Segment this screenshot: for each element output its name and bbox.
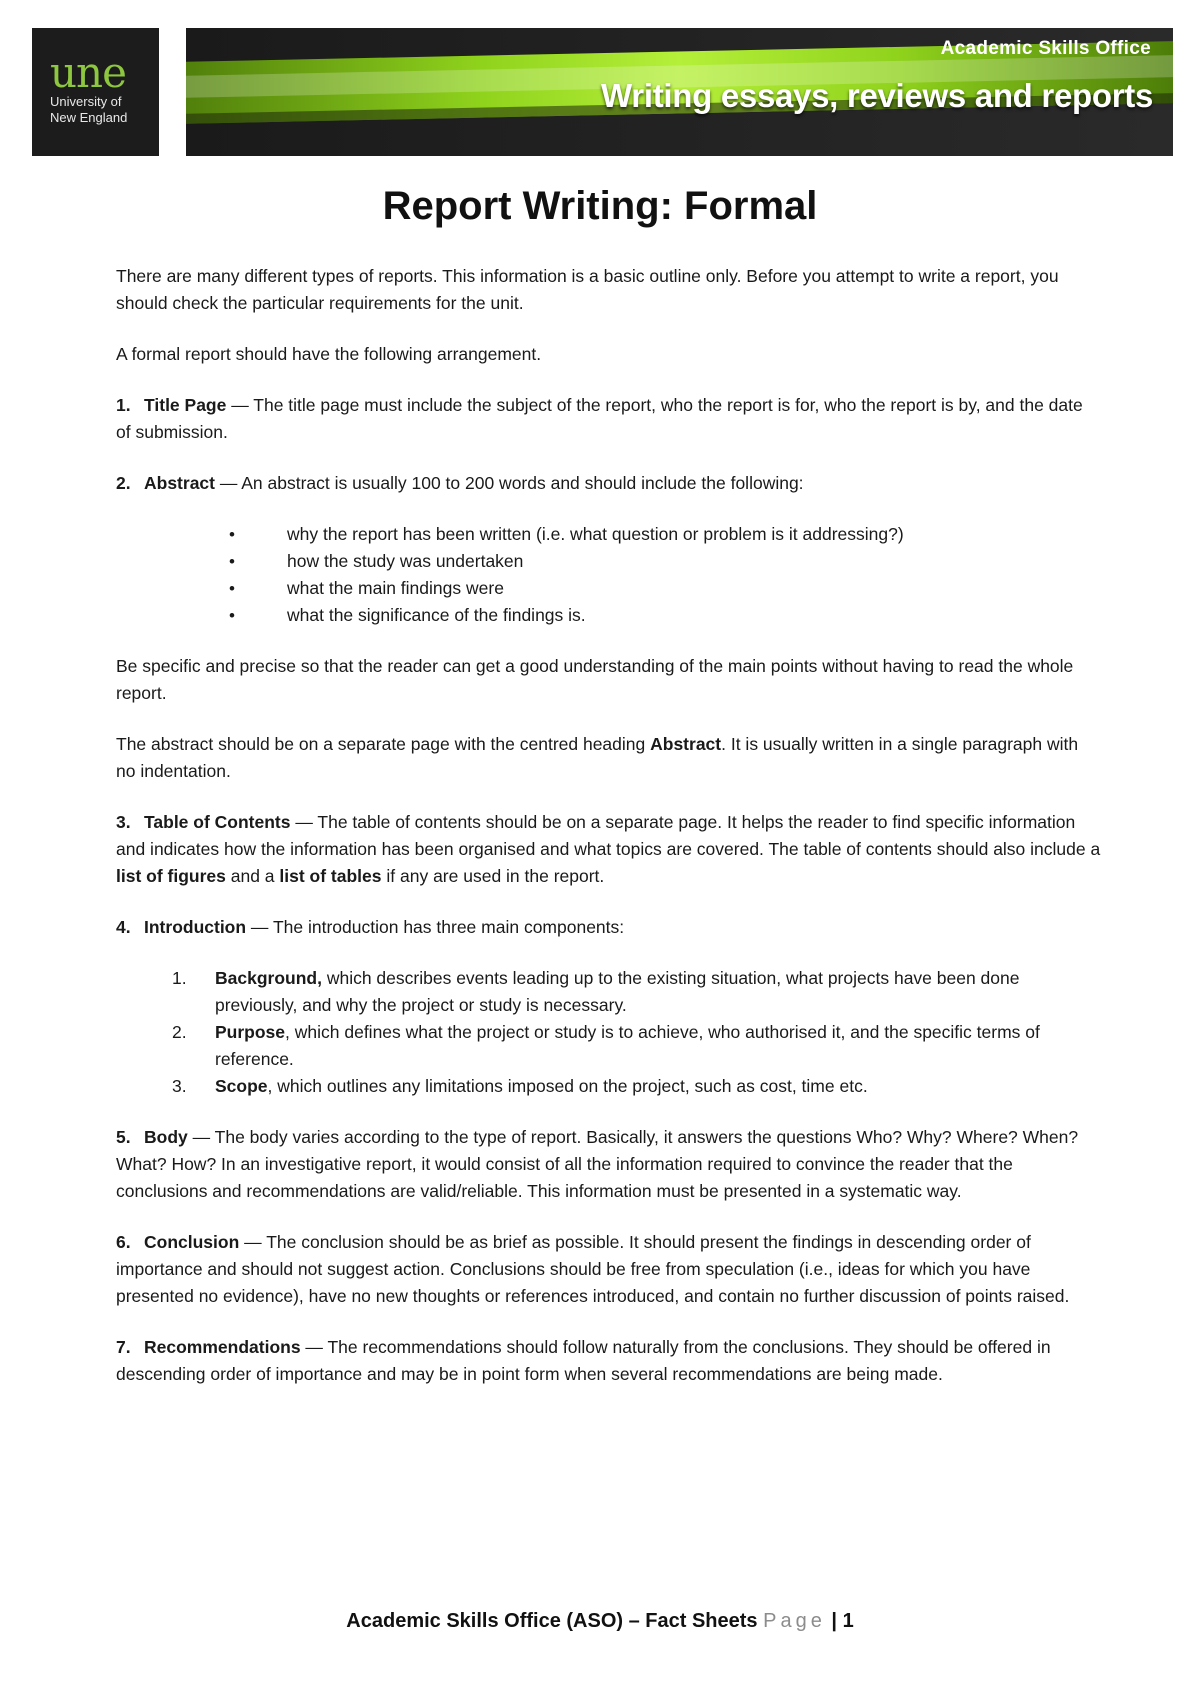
section-heading: Recommendations (144, 1337, 301, 1357)
section-introduction (116, 914, 1101, 941)
list-item (116, 602, 1101, 629)
abstract-paragraph-1: Be specific and precise so that the reader can get a good understanding of the main points without having to read the whole report. (116, 656, 1074, 703)
logo-mark: une (50, 48, 126, 97)
document-body (116, 263, 1101, 1412)
section-conclusion (116, 1229, 1101, 1310)
list-item-number: 3. (172, 1076, 187, 1096)
header-banner (186, 28, 1173, 156)
section-number: 1. (116, 395, 131, 415)
list-item (116, 1019, 1101, 1073)
section-number: 2. (116, 473, 131, 493)
page-footer (0, 1610, 1200, 1633)
section-number: 4. (116, 917, 131, 937)
list-item (116, 521, 1101, 548)
section-heading: Abstract (144, 473, 215, 493)
section-recommendations (116, 1334, 1101, 1388)
section-body (116, 1124, 1101, 1205)
list-item-heading: Purpose (215, 1022, 286, 1042)
list-item-number: 1. (172, 968, 187, 988)
bullet-icon: • (229, 525, 235, 544)
list-item-text: how the study was undertaken (287, 551, 524, 571)
text-run: and a (225, 866, 280, 886)
bold-term: Abstract (650, 734, 722, 754)
abstract-bullet-list (116, 521, 1101, 629)
logo-line-2: New England (50, 110, 128, 125)
section-abstract (116, 470, 1101, 497)
section-text: — The body varies according to the type of report. Basically, it answers the questions Who? Why? Where? When? What? How? In an investigative report, it would consist of all the information required to convince the reader that the conclusions and recommendations are valid/reliable. This information must be presented in a systematic way. (116, 1127, 1079, 1201)
list-item-heading: Scope (215, 1076, 268, 1096)
section-heading: Title Page (144, 395, 227, 415)
section-number: 3. (116, 812, 131, 832)
page-title: Report Writing: Formal (382, 184, 818, 228)
list-item-number: 2. (172, 1022, 187, 1042)
footer-label: Academic Skills Office (ASO) – Fact Sheets (346, 1610, 764, 1632)
list-item-text: which describes events leading up to the existing situation, what projects have been done previously, and why the project or study is necessary. (215, 968, 1020, 1015)
list-item (116, 965, 1101, 1019)
section-number: 7. (116, 1337, 131, 1357)
list-item-heading: Background, (215, 968, 322, 988)
list-item (116, 575, 1101, 602)
bullet-icon: • (229, 579, 235, 598)
section-heading: Table of Contents (144, 812, 291, 832)
intro-paragraph-1: There are many different types of reports. This information is a basic outline only. Before you attempt to write a report, you should check the particular requirements for the unit. (116, 266, 1059, 313)
bullet-icon: • (229, 606, 235, 625)
abstract-paragraph-2 (116, 731, 1101, 785)
section-title-page (116, 392, 1101, 446)
text-run: . It is usually written in a single paragraph with no indentation. (116, 734, 1079, 781)
section-text: — The introduction has three main components: (246, 917, 625, 937)
list-item (116, 548, 1101, 575)
section-heading: Conclusion (144, 1232, 240, 1252)
section-table-of-contents (116, 809, 1101, 890)
section-text: — An abstract is usually 100 to 200 words and should include the following: (215, 473, 804, 493)
section-text: — The title page must include the subject of the report, who the report is for, who the report is by, and the date of submission. (116, 395, 1083, 442)
list-item (116, 1073, 1101, 1100)
footer-page-number: 1 (842, 1610, 854, 1632)
list-item-text: what the significance of the findings is. (287, 605, 586, 625)
banner-series-title: Writing essays, reviews and reports (601, 77, 1153, 114)
section-number: 6. (116, 1232, 131, 1252)
banner-office-name: Academic Skills Office (940, 38, 1151, 59)
une-logo (32, 28, 159, 156)
section-text: — The recommendations should follow naturally from the conclusions. They should be offered in descending order of importance and may be in point form when several recommendations are being made. (116, 1337, 1051, 1384)
section-number: 5. (116, 1127, 131, 1147)
section-heading: Body (144, 1127, 188, 1147)
bold-term: list of figures (116, 866, 226, 886)
section-heading: Introduction (144, 917, 247, 937)
text-run: if any are used in the report. (381, 866, 605, 886)
text-run: The abstract should be on a separate page with the centred heading (116, 734, 651, 754)
footer-page-word: Page (763, 1610, 826, 1632)
footer-separator: | (825, 1610, 843, 1632)
bullet-icon: • (229, 552, 235, 571)
list-item-text: , which outlines any limitations imposed on the project, such as cost, time etc. (267, 1076, 868, 1096)
intro-paragraph-2: A formal report should have the following arrangement. (116, 344, 542, 364)
list-item-text: what the main findings were (287, 578, 504, 598)
list-item-text: , which defines what the project or study is to achieve, who authorised it, and the specific terms of reference. (215, 1022, 1040, 1069)
text-run: — The table of contents should be on a separate page. It helps the reader to find specific information and indicates how the information has been organised and what topics are covered. The table of contents should also include a (116, 812, 1101, 859)
bold-term: list of tables (279, 866, 382, 886)
introduction-components-list (116, 965, 1101, 1100)
logo-line-1: University of (50, 94, 122, 109)
list-item-text: why the report has been written (i.e. what question or problem is it addressing?) (287, 524, 904, 544)
section-text: — The conclusion should be as brief as possible. It should present the findings in descending order of importance and should not suggest action. Conclusions should be free from speculation (i.e., ideas for which you have presented no evidence), have no new thoughts or references introduced, and contain no further discussion of points raised. (116, 1232, 1070, 1306)
